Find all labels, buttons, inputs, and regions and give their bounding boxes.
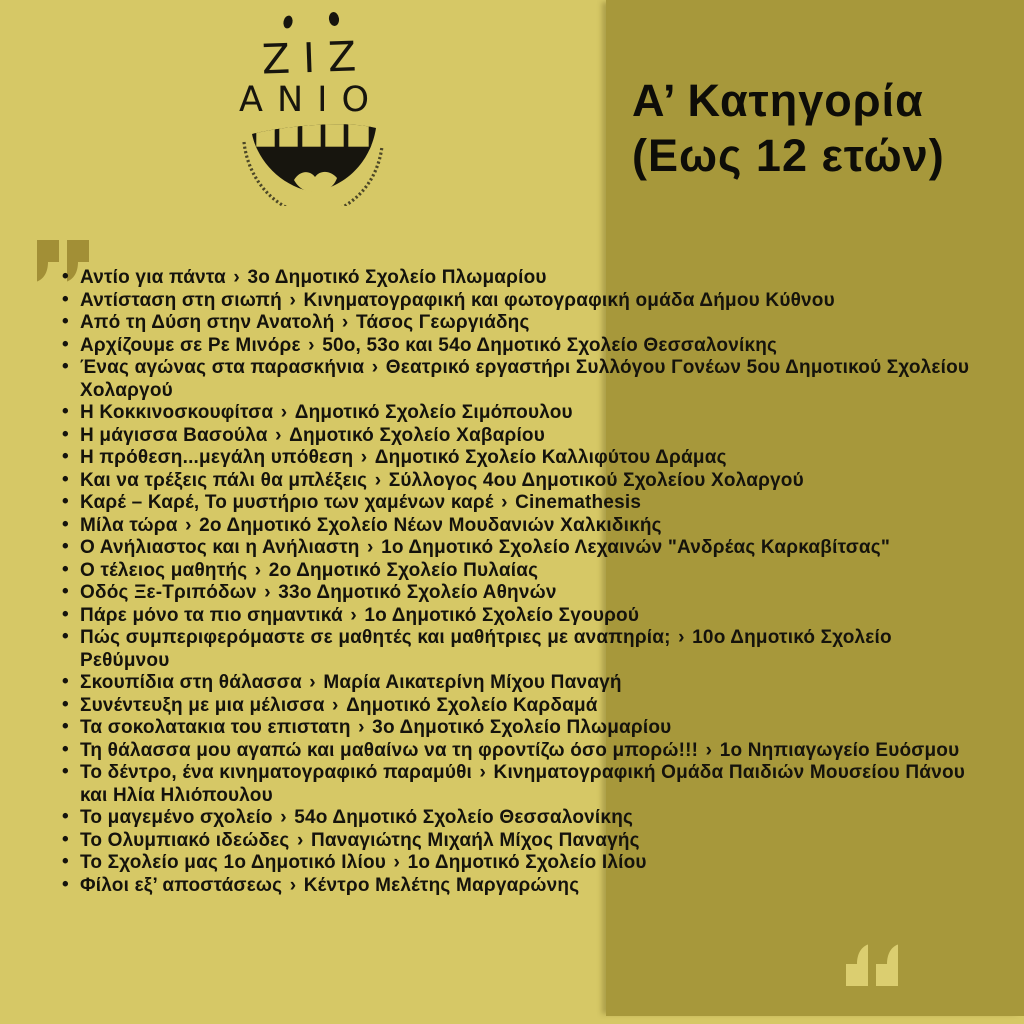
film-title: Η πρόθεση...μεγάλη υπόθεση (80, 447, 354, 468)
film-attribution: Παναγιώτης Μιχαήλ Μίχος Παναγής (310, 829, 640, 851)
list-item (58, 672, 970, 695)
film-title: Αντίσταση στη σιωπή (80, 289, 282, 311)
logo-tooth (324, 122, 345, 148)
bullet-icon: • (62, 266, 69, 287)
film-attribution: Δημοτικό Σχολείο Καρδαμά (346, 694, 598, 716)
film-title: Και να τρέξεις πάλι θα μπλέξεις (80, 469, 368, 491)
separator-chevron: › (291, 829, 309, 851)
separator-chevron: › (495, 492, 514, 513)
bullet-icon: • (62, 851, 69, 872)
film-title: Η Κοκκινοσκουφίτσα (80, 402, 274, 423)
film-title: Ο τέλειος μαθητής (80, 559, 248, 581)
list-item (58, 267, 970, 290)
bullet-icon: • (62, 738, 69, 760)
logo-tooth (301, 122, 322, 148)
list-item (58, 605, 970, 628)
film-title: Ένας αγώνας στα παρασκήνια (80, 357, 365, 378)
separator-chevron: › (302, 334, 321, 356)
bullet-icon: • (62, 671, 69, 692)
bullet-icon: • (62, 311, 69, 332)
separator-chevron: › (352, 717, 371, 738)
separator-chevron: › (369, 469, 387, 491)
separator-chevron: › (344, 604, 363, 626)
film-attribution: 50ο, 53ο και 54ο Δημοτικό Σχολείο Θεσσαλονίκης (322, 334, 778, 356)
film-attribution: Κέντρο Μελέτης Μαργαρώνης (303, 874, 580, 896)
bullet-icon: • (62, 446, 69, 467)
separator-chevron: › (275, 402, 293, 423)
bullet-icon: • (62, 423, 69, 445)
film-title: Αρχίζουμε σε Ρε Μινόρε (80, 334, 301, 356)
list-item (58, 875, 970, 898)
film-attribution: Τάσος Γεωργιάδης (355, 312, 530, 333)
film-title: Το Ολυμπιακό ιδεώδες (80, 829, 290, 851)
film-title: Καρέ – Καρέ, Το μυστήριο των χαμένων καρέ (80, 492, 494, 513)
list-item (58, 470, 970, 493)
quote-close-icon (842, 944, 900, 986)
list-item (58, 695, 970, 718)
bullet-icon: • (62, 558, 69, 580)
list-item (58, 627, 970, 672)
list-item (58, 402, 970, 425)
film-attribution: 2ο Δημοτικό Σχολείο Πυλαίας (268, 559, 539, 581)
separator-chevron: › (326, 694, 345, 716)
separator-chevron: › (366, 357, 384, 378)
logo-teeth (255, 122, 370, 148)
bullet-icon: • (62, 333, 69, 355)
separator-chevron: › (388, 852, 406, 873)
title-line-2: (Εως 12 ετών) (632, 129, 945, 181)
film-attribution: 3ο Δημοτικό Σχολείο Πλωμαρίου (372, 717, 672, 738)
film-attribution: 1ο Νηπιαγωγείο Ευόσμου (719, 739, 960, 761)
film-attribution: 1ο Δημοτικό Σχολείο Σγουρού (364, 604, 640, 626)
film-attribution: Δημοτικό Σχολείο Χαβαρίου (289, 424, 545, 446)
separator-chevron: › (474, 762, 492, 783)
logo-mouth (244, 122, 382, 206)
list-item (58, 492, 970, 515)
film-title: Το μαγεμένο σχολείο (80, 807, 273, 828)
film-attribution: Δημοτικό Σχολείο Καλλιφύτου Δράμας (374, 447, 727, 468)
film-title: Μίλα τώρα (80, 514, 178, 536)
list-item (58, 335, 970, 358)
bullet-icon: • (62, 806, 69, 827)
film-attribution: Δημοτικό Σχολείο Σιμόπουλου (294, 402, 573, 423)
bullet-icon: • (62, 288, 69, 310)
separator-chevron: › (284, 874, 302, 896)
film-title: Ο Ανήλιαστος και η Ανήλιαστη (80, 537, 360, 558)
separator-chevron: › (179, 514, 198, 536)
list-item (58, 852, 970, 875)
separator-chevron: › (274, 807, 293, 828)
separator-chevron: › (700, 739, 718, 761)
film-attribution: Θεατρικό εργαστήρι Συλλόγου Γονέων 5ου Δημοτικού Σχολείου Χολαργού (80, 357, 970, 401)
list-item (58, 807, 970, 830)
bullet-icon: • (62, 536, 69, 557)
film-title: Τα σοκολατακια του επιστατη (80, 717, 351, 738)
bullet-icon: • (62, 513, 69, 535)
film-attribution: Μαρία Αικατερίνη Μίχου Παναγή (323, 672, 622, 693)
list-item (58, 447, 970, 470)
bullet-icon: • (62, 693, 69, 715)
bullet-icon: • (62, 581, 69, 602)
list-item (58, 582, 970, 605)
film-attribution: 54ο Δημοτικό Σχολείο Θεσσαλονίκης (294, 807, 634, 828)
list-item (58, 560, 970, 583)
film-title: Πώς συμπεριφερόμαστε σε μαθητές και μαθήτριες με αναπηρία; (80, 627, 671, 648)
list-item (58, 740, 970, 763)
film-title: Συνέντευξη με μια μέλισσα (80, 694, 325, 716)
separator-chevron: › (249, 559, 267, 581)
separator-chevron: › (227, 267, 246, 288)
title-line-1: Α’ Κατηγορία (632, 75, 924, 126)
film-title: Από τη Δύση στην Ανατολή (80, 312, 335, 333)
list-item (58, 515, 970, 538)
separator-chevron: › (258, 582, 277, 603)
film-title: Το Σχολείο μας 1ο Δημοτικό Ιλίου (80, 852, 387, 873)
film-title: Πάρε μόνο τα πιο σημαντικά (80, 604, 343, 626)
logo-eye-left (282, 15, 294, 30)
list-item (58, 537, 970, 560)
film-attribution: Cinemathesis (515, 492, 642, 513)
list-item (58, 290, 970, 313)
film-attribution: Σύλλογος 4ου Δημοτικού Σχολείου Χολαργού (388, 469, 804, 491)
list-item (58, 717, 970, 740)
film-title: Το δέντρο, ένα κινηματογραφικό παραμύθι (80, 762, 473, 783)
film-title: Οδός Ξε-Τριπόδων (80, 582, 257, 603)
film-attribution: 1ο Δημοτικό Σχολείο Λεχαινών "Ανδρέας Καρκαβίτσας" (381, 537, 891, 558)
film-attribution: 3ο Δημοτικό Σχολείο Πλωμαρίου (247, 267, 547, 288)
film-attribution: 10ο Δημοτικό Σχολείο Ρεθύμνου (80, 627, 892, 671)
film-attribution: 2ο Δημοτικό Σχολείο Νέων Μουδανιών Χαλκιδικής (199, 514, 662, 536)
bullet-icon: • (62, 401, 69, 422)
separator-chevron: › (361, 537, 380, 558)
separator-chevron: › (336, 312, 354, 333)
logo-tooth (278, 123, 299, 148)
film-title: Φίλοι εξ’ αποστάσεως (80, 874, 283, 896)
separator-chevron: › (672, 627, 691, 648)
film-attribution: Κινηματογραφική Ομάδα Παιδιών Μουσείου Πάνου και Ηλία Ηλιόπουλου (80, 762, 966, 806)
separator-chevron: › (283, 289, 302, 311)
film-title: Η μάγισσα Βασούλα (80, 424, 268, 446)
logo-tooth (347, 123, 370, 148)
logo-text-ziz: ZIZ (261, 31, 370, 84)
film-title: Αντίο για πάντα (80, 267, 226, 288)
bullet-icon: • (62, 603, 69, 625)
bullet-icon: • (62, 873, 69, 895)
zizanio-smiley-logo (224, 6, 399, 206)
list-item (58, 312, 970, 335)
bullet-icon: • (62, 491, 69, 512)
film-attribution: 1ο Δημοτικό Σχολείο Ιλίου (407, 852, 647, 873)
list-item (58, 830, 970, 853)
film-attribution: Κινηματογραφική και φωτογραφική ομάδα Δήμου Κύθνου (303, 289, 835, 311)
list-item (58, 762, 970, 807)
bullet-icon: • (62, 716, 69, 737)
bullet-icon: • (62, 828, 69, 850)
separator-chevron: › (355, 447, 373, 468)
separator-chevron: › (269, 424, 288, 446)
logo-text-anio: ANIO (239, 80, 383, 120)
bullet-icon: • (62, 468, 69, 490)
film-title: Τη θάλασσα μου αγαπώ και μαθαίνω να τη φροντίζω όσο μπορώ!!! (80, 739, 699, 761)
film-title: Σκουπίδια στη θάλασσα (80, 672, 302, 693)
category-title (632, 74, 945, 184)
separator-chevron: › (303, 672, 322, 693)
list-item (58, 425, 970, 448)
bullet-icon: • (62, 356, 69, 377)
film-list (58, 267, 970, 897)
logo-tooth (255, 124, 276, 148)
bullet-icon: • (62, 626, 69, 647)
film-attribution: 33ο Δημοτικό Σχολείο Αθηνών (278, 582, 557, 603)
bullet-icon: • (62, 761, 69, 782)
logo-eye-right (328, 11, 340, 26)
list-item (58, 357, 970, 402)
